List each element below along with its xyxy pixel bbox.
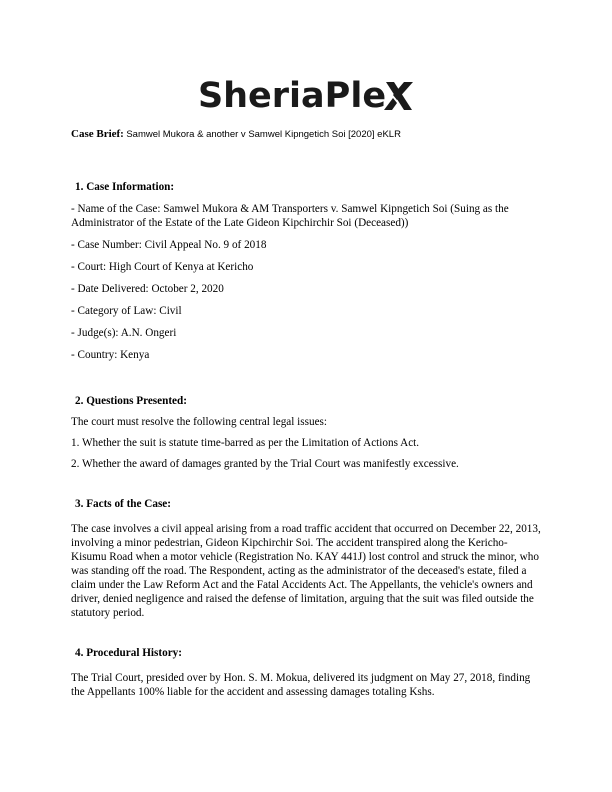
section-heading: 4. Procedural History: bbox=[75, 647, 182, 659]
facts-section bbox=[71, 497, 541, 620]
logo-wordmark: SheriaPle bbox=[197, 76, 387, 116]
country-item: - Country: Kenya bbox=[71, 349, 150, 361]
questions-intro: The court must resolve the following central legal issues: bbox=[71, 416, 328, 428]
section-heading: 1. Case Information: bbox=[75, 181, 175, 193]
case-information-section bbox=[71, 180, 541, 362]
section-heading: 3. Facts of the Case: bbox=[75, 498, 172, 510]
section-heading: 2. Questions Presented: bbox=[75, 395, 187, 407]
sheriaplex-logo bbox=[0, 76, 612, 122]
procedural-history-paragraph: The Trial Court, presided over by Hon. S. M. Mokua, delivered its judgment on May 27, 2018, finding the Appellants 100% liable for the accident and assessing damages totaling Kshs. bbox=[71, 672, 531, 698]
judges-item: - Judge(s): A.N. Ongeri bbox=[71, 327, 177, 339]
procedural-history-section bbox=[71, 646, 541, 699]
case-number-item: - Case Number: Civil Appeal No. 9 of 2018 bbox=[71, 239, 267, 251]
questions-presented-section bbox=[71, 394, 541, 471]
logo-x-mark bbox=[384, 79, 414, 113]
category-item: - Category of Law: Civil bbox=[71, 305, 182, 317]
case-brief-title: Samwel Mukora & another v Samwel Kipngetich Soi [2020] eKLR bbox=[126, 129, 401, 140]
question-item: 1. Whether the suit is statute time-barred as per the Limitation of Actions Act. bbox=[71, 437, 420, 449]
brief-content bbox=[71, 180, 541, 699]
court-item: - Court: High Court of Kenya at Kericho bbox=[71, 261, 254, 273]
case-brief-label: Case Brief: bbox=[71, 128, 124, 140]
facts-paragraph: The case involves a civil appeal arising from a road traffic accident that occurred on December 22, 2013, involving a minor pedestrian, Gideon Kipchirchir Soi. The accident transpired along the Kericho-Kisumu Road when a motor vehicle (Registration No. KAY 441J) lost control and struck the minor, who was standing off the road. The Respondent, acting as the administrator of the deceased's estate, filed a claim under the Law Reform Act and the Fatal Accidents Act. The Appellants, the vehicle's owners and driver, denied negligence and raised the defense of limitation, arguing that the suit was filed outside the statutory period. bbox=[71, 523, 541, 619]
date-delivered-item: - Date Delivered: October 2, 2020 bbox=[71, 283, 224, 295]
case-name-item: - Name of the Case: Samwel Mukora & AM Transporters v. Samwel Kipngetich Soi (Suing as the Administrator of the Estate of the Late Gideon Kipchirchir Soi (Deceased)) bbox=[71, 203, 509, 229]
question-item: 2. Whether the award of damages granted by the Trial Court was manifestly excessive. bbox=[71, 458, 459, 470]
case-brief-line bbox=[71, 128, 541, 140]
